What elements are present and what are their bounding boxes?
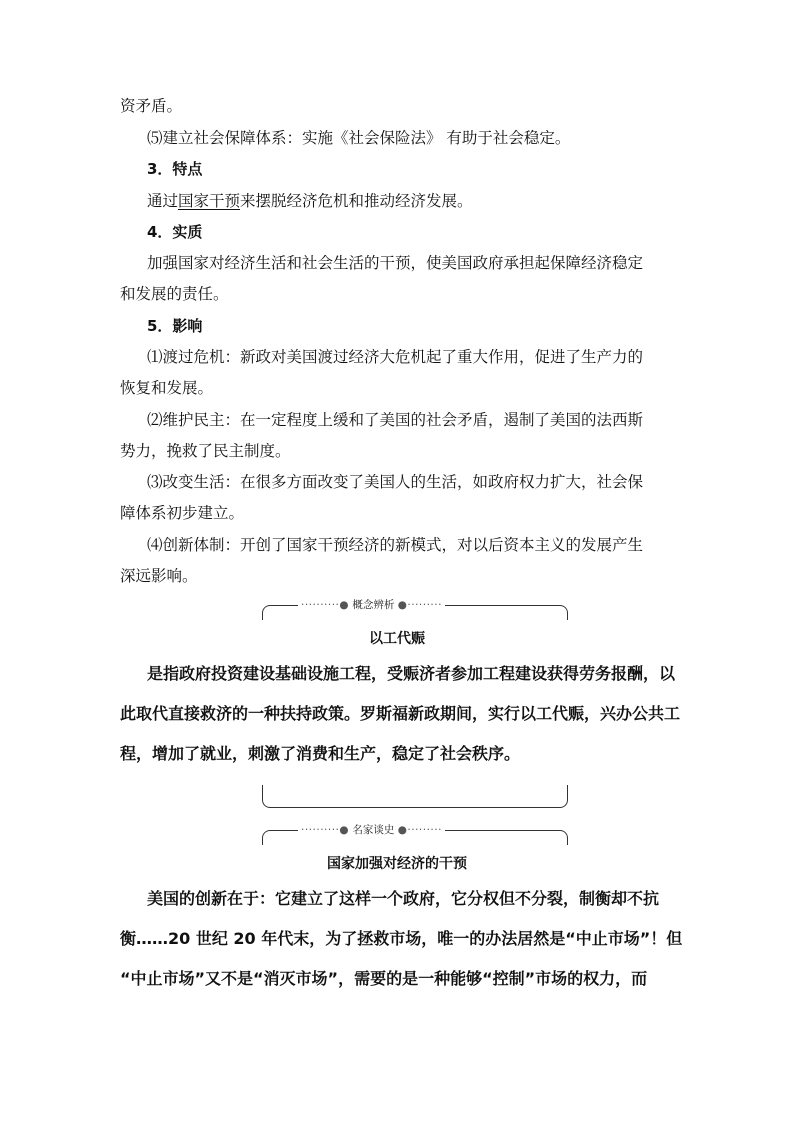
body-line: ⑷创新体制：开创了国家干预经济的新模式，对以后资本主义的发展产生 — [147, 536, 644, 554]
concept-box-title: 以工代赈 — [369, 631, 425, 647]
body-line: 深远影响。 — [120, 567, 198, 585]
concept-box-line: 程，增加了就业，刺激了消费和生产，稳定了社会秩序。 — [120, 744, 521, 763]
body-line: ⑴渡过危机：新政对美国渡过经济大危机起了重大作用，促进了生产力的 — [147, 348, 644, 366]
section-heading: 3．特点 — [147, 160, 203, 178]
body-line: ⑵维护民主：在一定程度上缓和了美国的社会矛盾，遏制了美国的法西斯 — [147, 411, 644, 429]
body-line: 资矛盾。 — [120, 97, 183, 115]
body-line: 加强国家对经济生活和社会生活的干预，使美国政府承担起保障经济稳定 — [147, 254, 644, 272]
concept-box-bottom-border — [262, 785, 568, 808]
section-heading: 4．实质 — [147, 223, 203, 241]
text-fragment: 来摆脱经济危机和推动经济发展。 — [240, 192, 473, 210]
body-line: 障体系初步建立。 — [120, 504, 245, 522]
body-line: 恢复和发展。 — [120, 379, 214, 397]
quote-box-title: 国家加强对经济的干预 — [327, 856, 467, 872]
quote-box-line: “中止市场”又不是“消灭市场”，需要的是一种能够“控制”市场的权力，而 — [120, 969, 648, 988]
quote-box-line: 衡……20 世纪 20 年代末，为了拯救市场，唯一的办法居然是“中止市场”！但 — [120, 929, 683, 948]
quote-box-line: 美国的创新在于：它建立了这样一个政府，它分权但不分裂，制衡却不抗 — [147, 889, 660, 908]
text-fragment: 通过 — [147, 192, 179, 210]
body-line: ⑶改变生活：在很多方面改变了美国人的生活，如政府权力扩大，社会保 — [147, 473, 644, 491]
body-line: 和发展的责任。 — [120, 285, 229, 303]
dots-decoration: ●········· — [397, 824, 442, 836]
concept-box-tag-label: 概念辨析 — [352, 599, 395, 611]
body-line: 势力，挽救了民主制度。 — [120, 442, 291, 460]
concept-box-line: 是指政府投资建设基础设施工程，受赈济者参加工程建设获得劳务报酬，以 — [147, 664, 676, 683]
dots-decoration: ··········● — [301, 824, 350, 836]
dots-decoration: ··········● — [301, 599, 350, 611]
quote-box-tag — [298, 823, 445, 837]
body-line: ⑸建立社会保障体系：实施《社会保险法》 有助于社会稳定。 — [147, 129, 571, 147]
dots-decoration: ●········· — [397, 599, 442, 611]
concept-box-line: 此取代直接救济的一种扶持政策。罗斯福新政期间，实行以工代赈，兴办公共工 — [120, 704, 681, 723]
underlined-term: 国家干预 — [178, 192, 241, 210]
concept-box-tag — [298, 598, 445, 612]
quote-box-tag-label: 名家谈史 — [352, 824, 395, 836]
body-line — [147, 191, 473, 211]
section-heading: 5．影响 — [147, 317, 203, 335]
